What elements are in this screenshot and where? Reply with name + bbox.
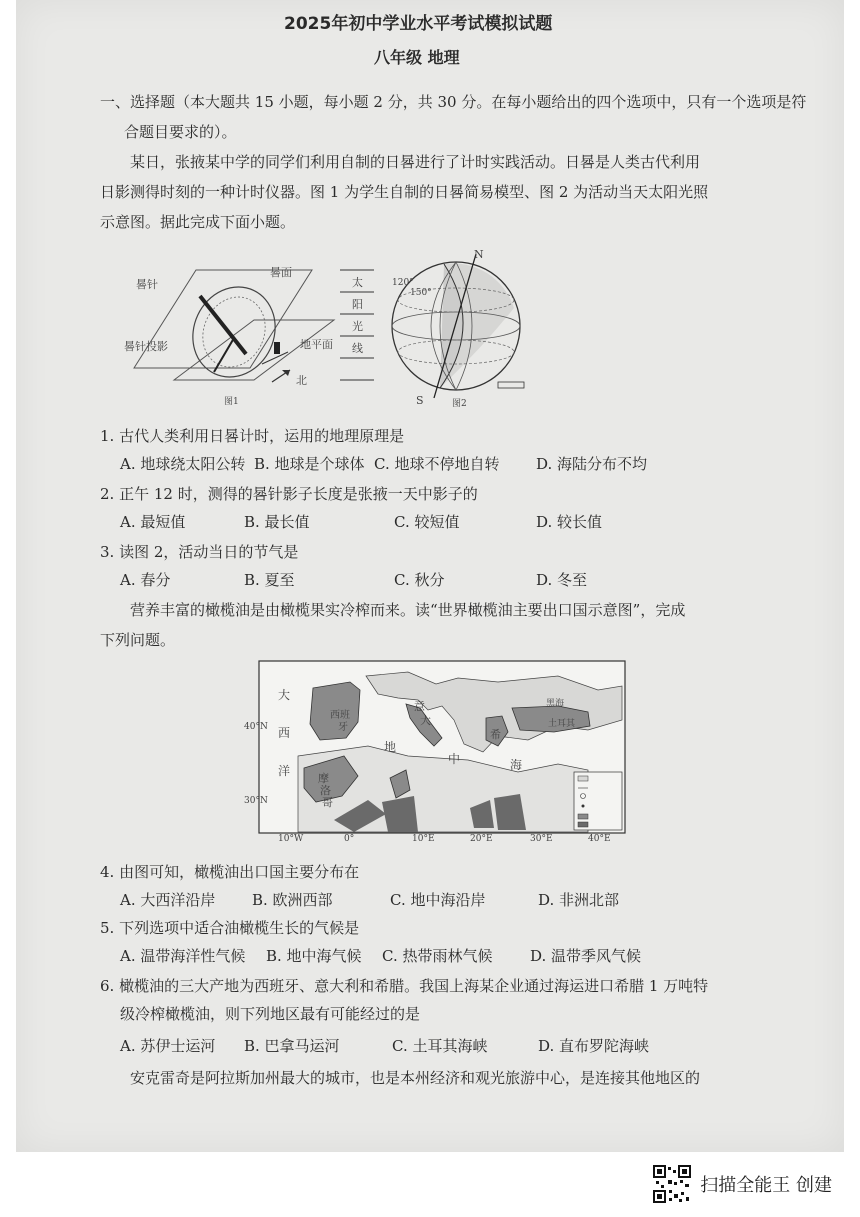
passage-1-line-1: 某日，张掖某中学的同学们利用自制的日晷进行了计时实践活动。日晷是人类古代利用 xyxy=(130,153,701,171)
q4-option-a: A. 大西洋沿岸 xyxy=(120,891,216,909)
map-lat-40n: 40°N xyxy=(244,722,268,732)
q1-option-d: D. 海陆分布不均 xyxy=(536,455,648,473)
question-2-stem: 2. 正午 12 时，测得的晷针影子长度是张掖一天中影子的 xyxy=(100,485,478,503)
question-6-stem-cont: 级冷榨橄榄油，则下列地区最有可能经过的是 xyxy=(120,1005,421,1023)
map-label-spain-1: 西班 xyxy=(330,710,350,721)
q4-option-c: C. 地中海沿岸 xyxy=(390,891,486,909)
q4-option-d: D. 非洲北部 xyxy=(538,891,620,909)
map-label-turkey: 土耳其 xyxy=(548,719,576,729)
q6-option-a: A. 苏伊士运河 xyxy=(120,1037,216,1055)
map-label-atlantic-2: 西 xyxy=(278,726,291,740)
figure-1-sundial xyxy=(104,260,344,410)
q5-option-c: C. 热带雨林气候 xyxy=(382,947,493,965)
passage-2-line-2: 下列问题。 xyxy=(100,631,176,649)
map-label-morocco-3: 哥 xyxy=(322,796,333,809)
fig2-label-120: 120° xyxy=(392,278,414,288)
fig1-label-north: 北 xyxy=(296,374,307,387)
map-lon-0: 0° xyxy=(344,834,355,844)
map-label-spain-2: 牙 xyxy=(338,722,348,733)
section-heading-cont: 合题目要求的）。 xyxy=(124,123,237,141)
q2-option-c: C. 较短值 xyxy=(394,513,460,531)
q4-option-b: B. 欧洲西部 xyxy=(252,891,333,909)
passage-1-line-3: 示意图。据此完成下面小题。 xyxy=(100,213,296,231)
q2-option-a: A. 最短值 xyxy=(120,513,186,531)
map-lon-40e: 40°E xyxy=(588,834,611,844)
fig2-label-n: N xyxy=(474,248,484,261)
question-6-stem: 6. 橄榄油的三大产地为西班牙、意大利和希腊。我国上海某企业通过海运进口希腊 1 万吨特 xyxy=(100,977,709,995)
map-label-med-1: 地 xyxy=(384,740,397,754)
passage-1-line-2: 日影测得时刻的一种计时仪器。图 1 为学生自制的日晷简易模型、图 2 为活动当天太阳光照 xyxy=(100,183,709,201)
section-heading: 一、选择题（本大题共 15 小题，每小题 2 分，共 30 分。在每小题给出的四个选项中，只有一个选项是符 xyxy=(100,93,807,111)
map-lon-20e: 20°E xyxy=(470,834,493,844)
map-lon-30e: 30°E xyxy=(530,834,553,844)
map-lat-30n: 30°N xyxy=(244,796,268,806)
q2-option-d: D. 较长值 xyxy=(536,513,603,531)
question-5-stem: 5. 下列选项中适合油橄榄生长的气候是 xyxy=(100,919,360,937)
q1-option-b: B. 地球是个球体 xyxy=(254,455,365,473)
sun-text-1: 太 xyxy=(352,276,363,289)
question-4-stem: 4. 由图可知，橄榄油出口国主要分布在 xyxy=(100,863,360,881)
fig2-label-s: S xyxy=(416,394,424,407)
q3-option-d: D. 冬至 xyxy=(536,571,588,589)
q5-option-d: D. 温带季风气候 xyxy=(530,947,642,965)
q6-option-b: B. 巴拿马运河 xyxy=(244,1037,340,1055)
olive-oil-export-map xyxy=(244,660,626,846)
sun-text-4: 线 xyxy=(352,342,363,355)
fig1-label-plane: 地平面 xyxy=(300,338,333,351)
map-label-italy-1: 意 xyxy=(414,700,425,713)
q3-option-c: C. 秋分 xyxy=(394,571,445,589)
question-3-stem: 3. 读图 2，活动当日的节气是 xyxy=(100,543,299,561)
scanner-watermark xyxy=(652,1164,832,1204)
fig1-label-dial: 晷面 xyxy=(270,266,292,279)
passage-2-line-1: 营养丰富的橄榄油是由橄榄果实冷榨而来。读“世界橄榄油主要出口国示意图”，完成 xyxy=(130,601,686,619)
figure-2-globe xyxy=(334,248,534,408)
question-1-stem: 1. 古代人类利用日晷计时，运用的地理原理是 xyxy=(100,427,405,445)
q5-option-b: B. 地中海气候 xyxy=(266,947,362,965)
exam-subtitle: 八年级 地理 xyxy=(374,48,460,67)
fig2-label-150: 150° xyxy=(410,288,432,298)
map-label-morocco-1: 摩 xyxy=(318,772,329,785)
q6-option-d: D. 直布罗陀海峡 xyxy=(538,1037,650,1055)
fig1-label-gnomon: 晷针 xyxy=(136,278,158,291)
q3-option-a: A. 春分 xyxy=(120,571,171,589)
map-label-black-sea: 黑海 xyxy=(546,699,565,709)
passage-3-line-1: 安克雷奇是阿拉斯加州最大的城市，也是本州经济和观光旅游中心，是连接其他地区的 xyxy=(130,1069,701,1087)
q6-option-c: C. 土耳其海峡 xyxy=(392,1037,488,1055)
q1-option-a: A. 地球绕太阳公转 xyxy=(120,455,246,473)
q2-option-b: B. 最长值 xyxy=(244,513,310,531)
map-label-italy-2: 大 xyxy=(420,714,431,727)
map-label-atlantic-1: 大 xyxy=(278,688,291,702)
map-lon-10e: 10°E xyxy=(412,834,435,844)
fig2-caption: 图2 xyxy=(452,399,467,409)
q1-option-c: C. 地球不停地自转 xyxy=(374,455,500,473)
map-label-atlantic-3: 洋 xyxy=(278,764,291,778)
scanner-app-label: 扫描全能王 创建 xyxy=(700,1175,832,1196)
qr-code-icon xyxy=(652,1164,692,1204)
map-label-med-3: 海 xyxy=(510,758,523,772)
map-lon-10w: 10°W xyxy=(278,834,304,844)
q5-option-a: A. 温带海洋性气候 xyxy=(120,947,246,965)
sun-text-3: 光 xyxy=(352,320,363,333)
exam-paper xyxy=(16,0,844,1152)
fig1-caption: 图1 xyxy=(224,397,239,407)
map-label-morocco-2: 洛 xyxy=(320,784,331,797)
exam-title: 2025年初中学业水平考试模拟试题 xyxy=(284,14,553,34)
fig1-label-shadow: 晷针投影 xyxy=(124,340,168,353)
q3-option-b: B. 夏至 xyxy=(244,571,295,589)
sun-text-2: 阳 xyxy=(352,298,363,311)
map-label-greece: 希 xyxy=(490,728,501,741)
map-label-med-2: 中 xyxy=(448,752,461,766)
